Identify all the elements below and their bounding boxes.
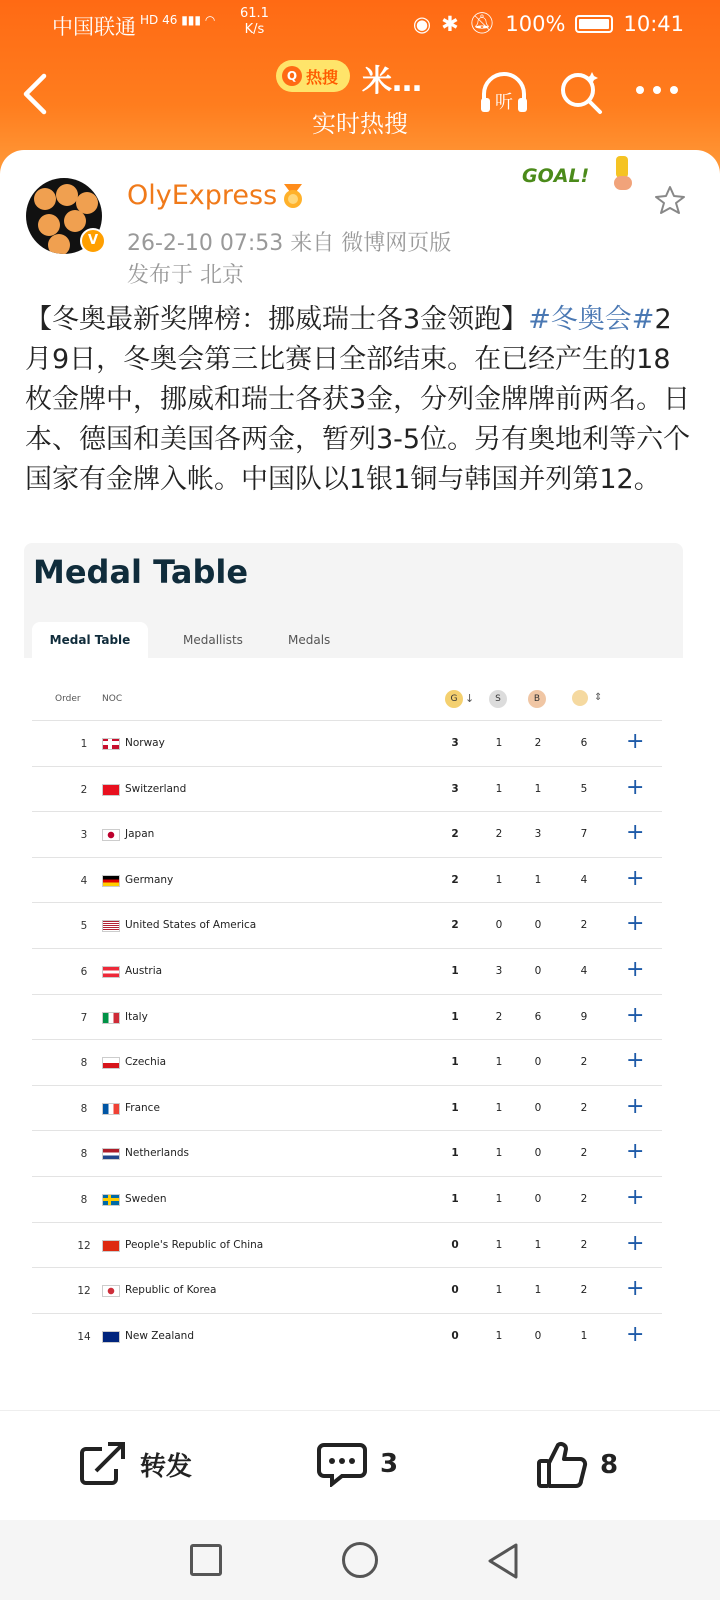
total-count: 2: [580, 1284, 588, 1297]
headphones-icon: [478, 70, 530, 116]
total-count: 6: [580, 737, 588, 749]
country-flag: [102, 1057, 120, 1069]
country-name: People's Republic of China: [125, 1238, 264, 1251]
silver-count: 2: [495, 828, 503, 841]
expand-plus-icon[interactable]: +: [626, 1048, 645, 1074]
row-order: 12: [77, 1239, 91, 1252]
silver-count: 1: [495, 1056, 503, 1069]
gold-count: 0: [451, 1284, 459, 1297]
search-icon: Q: [282, 66, 302, 86]
search-button[interactable]: [558, 70, 604, 120]
silver-count: 1: [495, 1238, 503, 1251]
wifi-icon: ◠: [204, 13, 216, 27]
row-order: 6: [80, 966, 88, 978]
trophy-hand-icon: [602, 154, 642, 198]
speed-value: 61.1: [240, 6, 269, 21]
battery-percent: 100%: [505, 11, 566, 36]
hd-label: HD: [140, 13, 159, 27]
thumbs-up-icon: [536, 1441, 588, 1489]
silver-count: 1: [495, 1284, 503, 1297]
country-flag: [102, 738, 120, 750]
tab-medallists: Medallists: [183, 633, 243, 647]
table-row[interactable]: [32, 1039, 662, 1085]
table-row[interactable]: [32, 1130, 662, 1176]
sort-down-icon: ↓: [465, 692, 475, 705]
signal-label: 46: [162, 13, 178, 27]
country-name: United States of America: [125, 919, 257, 932]
clock: 10:41: [623, 11, 684, 36]
silver-count: 1: [495, 737, 503, 749]
country-flag: [102, 920, 120, 932]
expand-plus-icon[interactable]: +: [626, 1185, 645, 1210]
bronze-count: 2: [534, 737, 542, 749]
sort-icon: ⇕: [594, 692, 603, 703]
country-name: Czechia: [125, 1056, 167, 1069]
gold-count: 1: [451, 1010, 459, 1023]
tab-medals-by-sport: Medals: [288, 633, 331, 647]
comment-icon: [316, 1441, 368, 1487]
total-count: 2: [580, 1147, 588, 1160]
silver-count: 1: [495, 1147, 503, 1160]
avatar-figure: [48, 234, 70, 254]
bronze-count: 1: [534, 873, 542, 886]
mute-bell-icon: 🔕︎: [468, 11, 496, 35]
table-row[interactable]: [32, 948, 662, 994]
country-name: Austria: [125, 965, 163, 977]
magnifier-icon: [558, 70, 604, 116]
avatar-figure: [34, 188, 56, 210]
country-flag: [102, 1194, 120, 1206]
expand-plus-icon[interactable]: +: [626, 957, 645, 982]
table-row[interactable]: [32, 1222, 662, 1268]
network-indicator: [140, 13, 215, 27]
post-action-bar: [0, 1410, 720, 1520]
gold-count: 3: [451, 737, 459, 749]
silver-count: 1: [495, 1101, 503, 1114]
system-nav-bar: [0, 1520, 720, 1600]
bronze-count: 0: [534, 1329, 542, 1342]
table-row[interactable]: [32, 994, 662, 1040]
bronze-count: 0: [534, 1056, 542, 1069]
country-flag: [102, 1148, 120, 1160]
expand-plus-icon[interactable]: +: [626, 1321, 645, 1347]
expand-plus-icon[interactable]: +: [626, 1230, 645, 1256]
username[interactable]: OlyExpress: [127, 180, 278, 211]
col-noc: NOC: [102, 694, 123, 704]
total-count: 1: [580, 1329, 588, 1342]
expand-plus-icon[interactable]: +: [626, 774, 645, 800]
country-name: New Zealand: [125, 1329, 194, 1342]
comment-button[interactable]: [316, 1441, 398, 1487]
row-order: 14: [77, 1330, 91, 1343]
country-flag: [102, 1331, 120, 1343]
page-title: 米…: [362, 64, 422, 99]
back-triangle-icon[interactable]: [486, 1542, 520, 1580]
gold-count: 3: [451, 782, 459, 795]
like-button[interactable]: [536, 1441, 618, 1489]
expand-plus-icon[interactable]: +: [626, 865, 645, 891]
repost-label: 转发: [140, 1451, 193, 1482]
speed-unit: K/s: [244, 22, 265, 37]
row-order: 3: [80, 829, 88, 842]
bronze-count: 0: [534, 1193, 542, 1205]
bronze-count: 0: [534, 965, 542, 977]
medal-badge-icon: [278, 180, 308, 210]
post-text: [25, 300, 695, 500]
country-flag: [102, 1240, 120, 1252]
medal-table-title: Medal Table: [33, 553, 249, 591]
total-count: 4: [580, 873, 588, 886]
country-name: Italy: [125, 1010, 148, 1023]
avatar-figure: [38, 214, 60, 236]
country-name: Norway: [125, 737, 165, 749]
battery-icon: [575, 15, 613, 33]
silver-medal-icon: S: [489, 690, 507, 708]
page-subtitle: 实时热搜: [312, 110, 408, 138]
table-row[interactable]: [32, 1267, 662, 1313]
bronze-count: 0: [534, 1101, 542, 1114]
expand-plus-icon[interactable]: +: [626, 1002, 645, 1028]
avatar-figure: [56, 184, 78, 206]
row-order: 8: [80, 1102, 88, 1115]
bronze-count: 0: [534, 919, 542, 932]
expand-plus-icon[interactable]: +: [626, 820, 645, 846]
bronze-count: 1: [534, 782, 542, 795]
country-flag: [102, 875, 120, 887]
status-right: [413, 11, 684, 36]
table-row[interactable]: [32, 857, 662, 903]
row-order: 4: [80, 874, 88, 887]
country-flag: [102, 784, 120, 796]
favorite-star-icon[interactable]: [654, 184, 686, 216]
signal-icon: ▮▮▮: [181, 13, 202, 27]
bronze-count: 1: [534, 1238, 542, 1251]
row-order: 5: [80, 920, 88, 933]
svg-text:听: 听: [495, 92, 513, 113]
silver-count: 1: [495, 1329, 503, 1342]
post-body: 2月9日，冬奥会第三比赛日全部结束。在已经产生的18枚金牌中，挪威和瑞士各获3金，分列金牌牌前两名。日本、德国和美国各两金，暂列3-5位。另有奥地利等六个国家有金牌入帐。中国队以1银1铜与韩国并列第12。: [25, 304, 691, 495]
comment-count: 3: [380, 1449, 399, 1479]
total-count: 7: [580, 828, 588, 841]
country-flag: [102, 966, 120, 978]
expand-plus-icon[interactable]: +: [626, 911, 645, 937]
carrier-name: 中国联通: [52, 15, 136, 39]
gold-count: 1: [451, 1193, 459, 1205]
row-order: 12: [77, 1285, 91, 1298]
bronze-count: 0: [534, 1147, 542, 1160]
more-button[interactable]: [634, 80, 680, 104]
table-row[interactable]: [32, 902, 662, 948]
gold-count: 1: [451, 965, 459, 977]
table-row[interactable]: [32, 766, 662, 812]
hashtag-link[interactable]: #冬奥会#: [528, 304, 655, 335]
total-count: 4: [580, 965, 588, 977]
bronze-medal-icon: B: [528, 690, 546, 708]
repost-button[interactable]: [78, 1441, 192, 1487]
country-name: Netherlands: [125, 1147, 190, 1160]
country-name: Republic of Korea: [125, 1284, 217, 1297]
like-count: 8: [600, 1450, 619, 1480]
total-count: 2: [580, 1056, 588, 1069]
country-name: Germany: [125, 873, 174, 886]
post-date-source: [127, 226, 451, 257]
gold-medal-icon: G: [445, 690, 463, 708]
expand-plus-icon[interactable]: +: [626, 1139, 645, 1165]
row-order: 8: [80, 1148, 88, 1161]
expand-plus-icon[interactable]: +: [626, 729, 645, 754]
expand-plus-icon[interactable]: +: [626, 1093, 645, 1119]
country-flag: [102, 1285, 120, 1297]
post-date: 26-2-10 07:53: [127, 231, 284, 256]
col-order: Order: [55, 694, 81, 704]
country-flag: [102, 1012, 120, 1024]
top-header: [0, 0, 720, 175]
country-name: France: [125, 1101, 160, 1114]
country-name: Switzerland: [125, 782, 187, 795]
total-count: 2: [580, 919, 588, 932]
medal-table: [24, 658, 683, 1381]
expand-plus-icon[interactable]: +: [626, 1276, 645, 1302]
post-source: 来自 微博网页版: [290, 231, 452, 256]
country-name: Japan: [125, 828, 155, 841]
total-count: 2: [580, 1193, 588, 1205]
total-medals-icon: [572, 690, 588, 706]
country-flag: [102, 1103, 120, 1115]
gold-count: 0: [451, 1238, 459, 1251]
gold-count: 1: [451, 1056, 459, 1069]
bronze-count: 3: [534, 828, 542, 841]
bluetooth-icon: ✱: [441, 11, 459, 36]
avatar-figure: [64, 210, 86, 232]
country-flag: [102, 829, 120, 841]
country-name: Sweden: [125, 1193, 167, 1205]
row-order: 1: [80, 738, 88, 750]
more-dots-icon: [634, 80, 680, 100]
table-row[interactable]: [32, 720, 662, 766]
total-count: 2: [580, 1238, 588, 1251]
post-location: 发布于 北京: [127, 263, 244, 288]
silver-count: 3: [495, 965, 503, 977]
row-order: 8: [80, 1057, 88, 1070]
row-order: 7: [80, 1011, 88, 1024]
bronze-count: 6: [534, 1010, 542, 1023]
bronze-count: 1: [534, 1284, 542, 1297]
recent-apps-button[interactable]: [190, 1544, 222, 1576]
silver-count: 0: [495, 919, 503, 932]
silver-count: 1: [495, 873, 503, 886]
hot-search-label: 热搜: [306, 67, 339, 87]
listen-button[interactable]: [478, 70, 530, 120]
verified-badge-icon: V: [80, 228, 106, 254]
row-order: 8: [80, 1194, 88, 1206]
gold-count: 1: [451, 1147, 459, 1160]
total-count: 2: [580, 1101, 588, 1114]
silver-count: 1: [495, 1193, 503, 1205]
total-count: 9: [580, 1010, 588, 1023]
table-header: [24, 680, 683, 720]
network-speed: [240, 6, 269, 38]
gold-count: 0: [451, 1329, 459, 1342]
hot-search-pill[interactable]: [276, 60, 350, 92]
table-row[interactable]: [32, 1176, 662, 1222]
gold-count: 1: [451, 1101, 459, 1114]
post-headline: 【冬奥最新奖牌榜：挪威瑞士各3金领跑】: [25, 304, 529, 335]
table-row[interactable]: [32, 1085, 662, 1131]
goal-text: GOAL!: [522, 165, 590, 187]
tab-medal-table: Medal Table: [32, 622, 148, 658]
table-row[interactable]: [32, 1313, 662, 1359]
silver-count: 2: [495, 1010, 503, 1023]
silver-count: 1: [495, 782, 503, 795]
status-bar: [0, 0, 720, 48]
share-icon: [78, 1441, 128, 1487]
row-order: 2: [80, 783, 88, 796]
total-count: 5: [580, 782, 588, 795]
table-row[interactable]: [32, 811, 662, 857]
gold-count: 2: [451, 873, 459, 886]
gold-count: 2: [451, 919, 459, 932]
home-button[interactable]: [342, 1542, 378, 1578]
eye-icon: ◉: [412, 11, 432, 36]
gold-count: 2: [451, 828, 459, 841]
post-image[interactable]: [24, 543, 683, 1381]
